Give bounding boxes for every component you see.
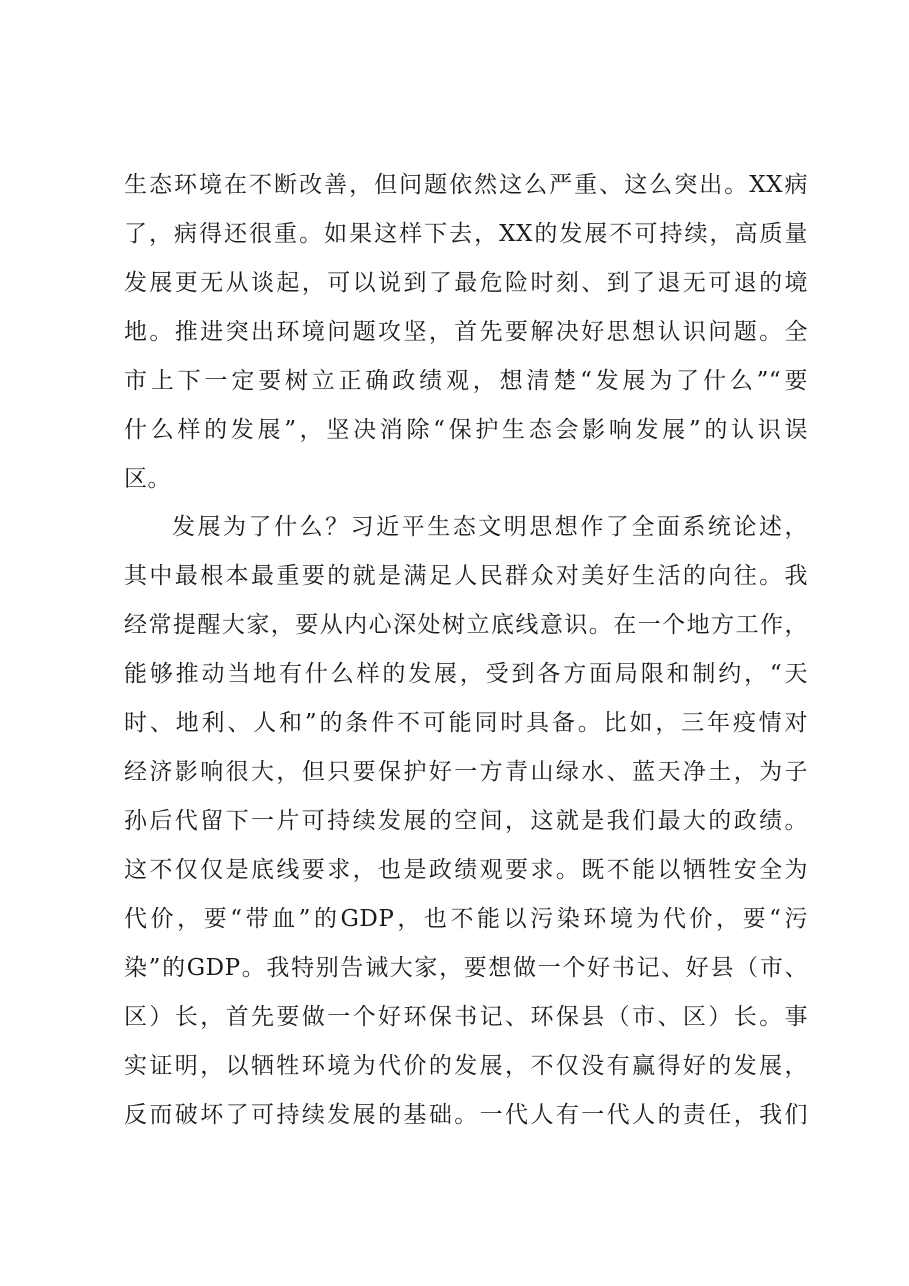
text-line: 能够推动当地有什么样的发展，受到各方面局限和制约，“天 [124,661,808,687]
text-line: 反而破坏了可持续发展的基础。一代人有一代人的责任，我们 [124,1102,808,1128]
text-line: 发展更无从谈起，可以说到了最危险时刻、到了退无可退的境 [124,270,808,296]
text-line: 市上下一定要树立正确政绩观，想清楚“发展为了什么”“要 [124,368,808,394]
text-line: 其中最根本最重要的就是满足人民群众对美好生活的向往。我 [124,563,808,589]
text-line: 经常提醒大家，要从内心深处树立底线意识。在一个地方工作， [124,612,808,638]
text-line: 区）长，首先要做一个好环保书记、环保县（市、区）长。事 [124,1004,808,1030]
text-line: 经济影响很大，但只要保护好一方青山绿水、蓝天净土，为子 [124,759,808,785]
text-line: 生态环境在不断改善，但问题依然这么严重、这么突出。XX病 [124,172,808,198]
text-line: 实证明，以牺牲环境为代价的发展，不仅没有赢得好的发展， [124,1053,808,1079]
text-line: 了，病得还很重。如果这样下去，XX的发展不可持续，高质量 [124,221,808,247]
text-line: 区。 [124,466,171,492]
text-line: 这不仅仅是底线要求，也是政绩观要求。既不能以牺牲安全为 [124,857,808,883]
text-line: 时、地利、人和”的条件不可能同时具备。比如，三年疫情对 [124,710,808,736]
text-line: 地。推进突出环境问题攻坚，首先要解决好思想认识问题。全 [124,319,808,345]
text-line: 孙后代留下一片可持续发展的空间，这就是我们最大的政绩。 [124,808,808,834]
text-line: 代价，要“带血”的GDP，也不能以污染环境为代价，要“污 [124,906,808,932]
text-line: 什么样的发展”，坚决消除“保护生态会影响发展”的认识误 [124,417,808,443]
paragraph-first-line: 发展为了什么？习近平生态文明思想作了全面系统论述， [172,514,808,540]
text-line: 染”的GDP。我特别告诫大家，要想做一个好书记、好县（市、 [124,955,808,981]
